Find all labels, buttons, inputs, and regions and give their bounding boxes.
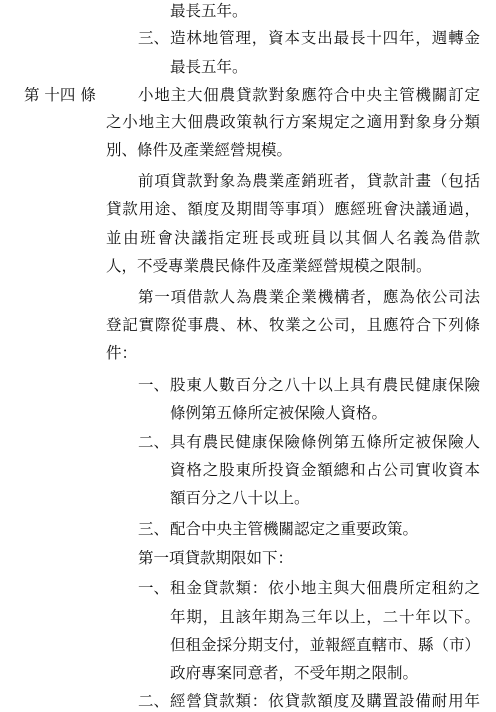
text-line: 股東人數百分之八十以上具有農民健康保險 [170, 376, 480, 394]
text-line: 政府專案同意者，不受年期之限制。 [170, 664, 419, 682]
text-line: 別、條件及產業經營規模。 [106, 141, 293, 159]
text-line: 造林地管理，資本支出最長十四年，週轉金 [170, 29, 480, 47]
text-line: 經營貸款類：依貸款額度及購置設備耐用年 [170, 692, 480, 710]
list-label: 三、 [138, 29, 170, 47]
text-line: 登記實際從事農、林、牧業之公司，且應符合下列條 [106, 316, 480, 334]
list-label: 一、 [138, 579, 170, 597]
list-label: 三、 [138, 520, 170, 538]
text-line: 前項貸款對象為農業產銷班者，貸款計畫（包括 [138, 172, 480, 190]
text-line: 第一項貸款期限如下： [138, 549, 294, 567]
text-line: 第一項借款人為農業企業機構者，應為依公司法 [138, 288, 480, 306]
list-label: 二、 [138, 692, 170, 710]
text-line: 額百分之八十以上。 [170, 489, 310, 507]
text-line: 小地主大佃農貸款對象應符合中央主管機關訂定 [138, 86, 480, 104]
text-line: 件： [106, 344, 138, 362]
list-label: 一、 [138, 376, 170, 394]
text-line: 之小地主大佃農政策執行方案規定之適用對象身分類 [106, 113, 480, 131]
article-number: 第 十四 條 [24, 86, 96, 104]
text-line: 並由班會決議指定班長或班員以其個人名義為借款 [106, 229, 480, 247]
text-line: 年期，且該年期為三年以上，二十年以下。 [170, 608, 480, 626]
text-line: 配合中央主管機關認定之重要政策。 [170, 520, 419, 538]
text-line: 但租金採分期支付，並報經直轄市、縣（市） [170, 636, 481, 654]
text-line: 最長五年。 [170, 58, 248, 76]
list-label: 二、 [138, 433, 170, 451]
text-line: 最長五年。 [170, 2, 248, 20]
text-line: 人，不受專業農民條件及產業經營規模之限制。 [106, 257, 432, 275]
text-line: 租金貸款類：依小地主與大佃農所定租約之 [170, 579, 480, 597]
text-line: 資格之股東所投資金額總和占公司實收資本 [170, 461, 480, 479]
text-line: 條例第五條所定被保險人資格。 [170, 404, 388, 422]
text-line: 具有農民健康保險條例第五條所定被保險人 [170, 433, 480, 451]
text-line: 貸款用途、額度及期間等事項）應經班會決議通過， [106, 200, 480, 218]
